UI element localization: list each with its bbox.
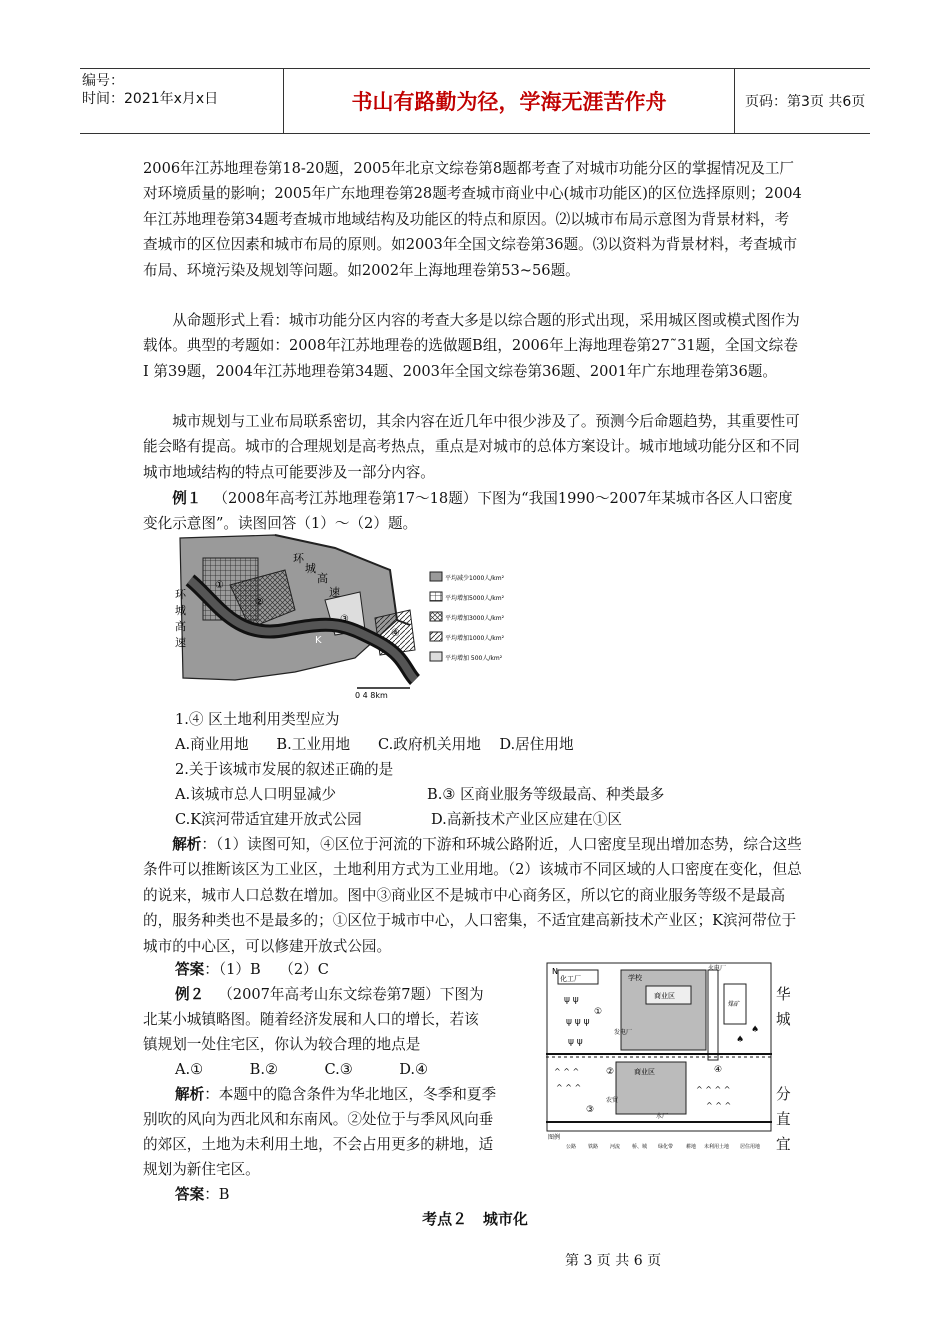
question-2-option-a: A.该城市总人口明显减少 — [175, 786, 337, 803]
map2-legend-5: 绿化带 — [658, 1144, 674, 1150]
map2-label-6: 发电厂 — [614, 1029, 633, 1036]
analysis-2-line-1 — [175, 1082, 496, 1107]
road-left-2: 城 — [175, 604, 186, 617]
svg-text:ψ ψ: ψ ψ — [568, 1037, 583, 1047]
legend-2: 平均增加5000人/km² — [445, 595, 505, 602]
legend-3: 平均增加3000人/km² — [445, 615, 505, 622]
svg-text:^ ^ ^: ^ ^ ^ — [706, 1101, 732, 1110]
analysis-2-text-1: ：本题中的隐含条件为华北地区，冬季和夏季 — [204, 1086, 497, 1103]
road-label-4: 速 — [329, 586, 340, 599]
example-1-text: （2008年高考江苏地理卷第17～18题）下图为“我国1990～2007年某城市各区人口密度变化示意图”。读图回答（1）～（2）题。 — [143, 490, 793, 533]
analysis-2-line-2: 别吹的风向为西北风和东南风。②处位于与季风风向垂 — [143, 1111, 494, 1128]
road-label-3: 高 — [317, 572, 328, 585]
road-label-2: 城 — [305, 562, 316, 575]
example-2-line-3: 镇规划一处住宅区，你认为较合理的地点是 — [143, 1036, 421, 1053]
paragraph-1: 2006年江苏地理卷第18-20题，2005年北京文综卷第8题都考查了对城市功能分区的掌握情况及工厂对环境质量的影响；2005年广东地理卷第28题考查城市商业中心(城市功能区)的区位选择原则；2004年江苏地理卷第34题考查城市地域结构及功能区的特点和原因。⑵以城市布局示意图为背景材料，考查城市的区位因素和城市布局的原则。如2003年全国文综卷第36题。⑶以资料为背景材料，考查城市布局、环境污染及规划等问题。如2002年上海地理卷第53~56题。 — [143, 160, 802, 279]
svg-text:^ ^ ^ ^: ^ ^ ^ ^ — [696, 1085, 731, 1094]
map2-zone-3: ③ — [586, 1105, 595, 1115]
analysis-1-label: 解析 — [172, 836, 202, 853]
svg-text:♠: ♠ — [751, 1025, 760, 1035]
map2-zone-1: ① — [594, 1007, 603, 1017]
page-header — [80, 68, 870, 134]
map2-label-4: 火电厂 — [708, 965, 727, 972]
section-title: 考点２ 城市化 — [422, 1210, 528, 1228]
river-label: K — [315, 635, 322, 646]
map2-legend-6: 耕地 — [686, 1144, 697, 1150]
map2-legend-1: 公路 — [566, 1144, 577, 1150]
map2-label-7: 商业区 — [634, 1068, 655, 1076]
map2-legend-7: 未利用土地 — [704, 1144, 730, 1150]
map2-label-5: 煤矿 — [728, 1001, 741, 1008]
map2-zone-2: ② — [606, 1067, 615, 1077]
road-left-4: 速 — [175, 636, 186, 649]
map1-legend — [430, 572, 505, 662]
map2-legend-title: 图例 — [548, 1134, 561, 1141]
analysis-2-line-4: 规划为新住宅区。 — [143, 1161, 260, 1178]
map2-zone-4: ④ — [714, 1065, 723, 1075]
zone-label-2: ② — [255, 597, 264, 608]
answer-1 — [175, 957, 329, 982]
scale-label: 0 4 8km — [355, 691, 388, 700]
header-motto: 书山有路勤为径，学海无涯苦作舟 — [283, 69, 735, 133]
city-density-map — [175, 530, 520, 700]
svg-text:^ ^ ^: ^ ^ ^ — [556, 1083, 582, 1092]
question-2-option-b: B.③ 区商业服务等级最高、种类最多 — [427, 786, 665, 803]
road-left-1: 环 — [175, 588, 186, 601]
example-2-side-1: 华 — [776, 986, 791, 1003]
map2-north: N — [552, 967, 558, 976]
map2-legend-2: 铁路 — [588, 1144, 599, 1150]
question-2-option-c: C.K滨河带适宜建开放式公园 — [175, 811, 362, 828]
header-meta — [80, 69, 280, 133]
paragraph-2: 从命题形式上看：城市功能分区内容的考查大多是以综合题的形式出现，采用城区图或模式图作为载体。典型的考题如：2008年江苏地理卷的选做题B组，2006年上海地理卷第27˜31题，全国文综卷Ⅰ 第39题，2004年江苏地理卷第34题、2003年全国文综卷第36题、2001年广东地理卷第36题。 — [143, 312, 800, 380]
legend-4: 平均增加1000人/km² — [445, 635, 505, 642]
analysis-2-side-2: 直 — [776, 1111, 791, 1128]
answer-2 — [175, 1182, 230, 1207]
answer-1-text: ：（1）B （2）C — [204, 961, 329, 978]
svg-text:^ ^ ^: ^ ^ ^ — [554, 1067, 580, 1076]
analysis-2-label: 解析 — [175, 1086, 205, 1103]
map2-label-1: 化工厂 — [560, 975, 581, 983]
example-2-label: 例２ — [175, 986, 205, 1003]
road-label-1: 环 — [293, 552, 304, 565]
question-2: 2.关于该城市发展的叙述正确的是 — [175, 761, 394, 778]
paragraph-3: 城市规划与工业布局联系密切，其余内容在近几年中很少涉及了。预测今后命题趋势，其重要性可能会略有提高。城市的合理规划是高考热点，重点是对城市的总体方案设计。城市地域功能分区和不同城市地域结构的特点可能要涉及一部分内容。 — [143, 413, 800, 481]
svg-text:ψ ψ ψ: ψ ψ ψ — [566, 1017, 590, 1027]
legend-1: 平均减少1000人/km² — [445, 575, 505, 582]
answer-1-label: 答案 — [175, 961, 205, 978]
map2-legend-8: 居住用地 — [740, 1144, 761, 1150]
answer-2-text: ：B — [204, 1186, 230, 1203]
map2-legend-3: 河流 — [610, 1144, 621, 1150]
analysis-2-side-3: 宜 — [776, 1136, 791, 1153]
map2-label-8: 水厂 — [656, 1113, 669, 1120]
svg-text:ψ ψ: ψ ψ — [564, 995, 579, 1005]
svg-text:♠: ♠ — [736, 1035, 745, 1045]
map2-legend-4: 桥、城 — [632, 1144, 648, 1150]
example-1-label: 例１ — [172, 490, 202, 507]
town-sketch-map — [546, 962, 772, 1152]
example-2-line-1 — [175, 982, 484, 1007]
question-2-option-d: D.高新技术产业区应建在①区 — [431, 811, 622, 828]
analysis-2-side-1: 分 — [776, 1086, 791, 1103]
example-2-side-2: 城 — [776, 1011, 791, 1028]
example-2-line-2: 北某小城镇略图。随着经济发展和人口的增长，若该 — [143, 1011, 479, 1028]
example-2-text-1: （2007年高考山东文综卷第7题）下图为 — [218, 986, 484, 1003]
map2-label-2: 学校 — [628, 974, 642, 982]
time-label: 时间：2021年x月x日 — [82, 91, 219, 107]
code-label: 编号： — [82, 73, 124, 89]
zone-label-3: ③ — [340, 614, 349, 625]
legend-5: 平均增加 500人/km² — [445, 655, 503, 662]
analysis-1-text: ：（1）读图可知，④区位于河流的下游和环城公路附近，人口密度呈现出增加态势，综合这些条件可以推断该区为工业区，土地利用方式为工业用地。（2）该城市不同区域的人口密度在变化，但总的说来，城市人口总数在增加。图中③商业区不是城市中心商务区，所以它的商业服务等级不是最高的，服务种类也不是最多的；①区位于城市中心，人口密集，不适宜建高新技术产业区；K滨河带位于城市的中心区，可以修建开放式公园。 — [143, 836, 802, 955]
answer-2-label: 答案 — [175, 1186, 205, 1203]
page-footer: 第 3 页 共 6 页 — [565, 1253, 662, 1269]
zone-label-1: ① — [215, 580, 224, 591]
road-left-3: 高 — [175, 620, 186, 633]
question-1-options: A.商业用地 B.工业用地 C.政府机关用地 D.居住用地 — [175, 736, 574, 753]
map2-label-9: 农贸 — [606, 1097, 619, 1104]
question-1: 1.④ 区土地利用类型应为 — [175, 711, 340, 728]
analysis-2-line-3: 的郊区，土地为未利用土地，不会占用更多的耕地，适 — [143, 1136, 494, 1153]
map2-label-3: 商业区 — [654, 992, 675, 1000]
map2-district — [621, 970, 706, 1050]
zone-label-4: ④ — [391, 628, 400, 639]
header-page-info: 页码：第3页 共6页 — [745, 94, 866, 110]
example-2-options: A.① B.② C.③ D.④ — [175, 1061, 429, 1078]
map2-legend — [566, 1143, 760, 1150]
analysis-1 — [143, 832, 803, 959]
